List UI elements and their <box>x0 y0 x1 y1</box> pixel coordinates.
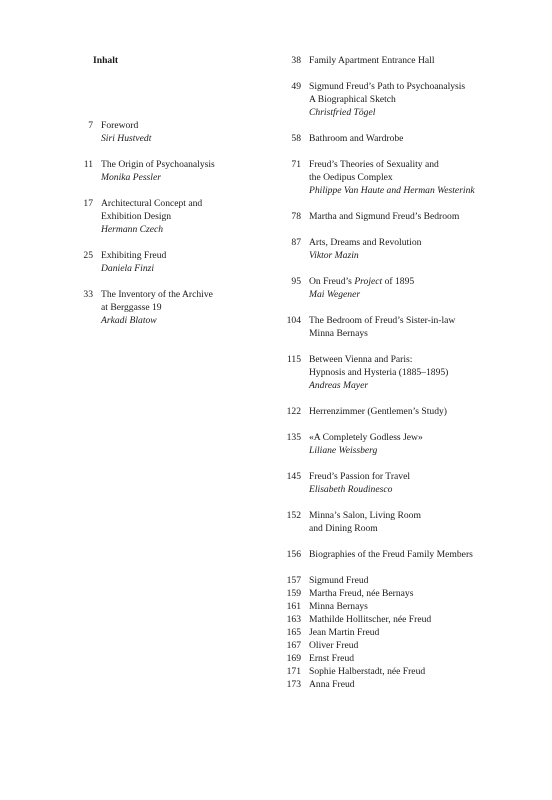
toc-heading: Inhalt <box>93 55 119 66</box>
page-number: 171 <box>286 666 301 677</box>
entry-title: «A Completely Godless Jew» <box>309 432 423 443</box>
toc-entry[interactable] <box>60 158 235 184</box>
toc-entry[interactable] <box>268 210 518 223</box>
entry-title: The Origin of Psychoanalysis <box>101 159 215 170</box>
toc-entry[interactable] <box>60 249 235 275</box>
page-number: 173 <box>286 679 301 690</box>
entry-title: Martha and Sigmund Freud’s Bedroom <box>309 211 460 222</box>
toc-entry[interactable] <box>268 431 518 457</box>
toc-entry[interactable] <box>268 548 518 561</box>
entry-author: Hermann Czech <box>101 224 164 235</box>
page-number: 145 <box>286 471 301 482</box>
entry-author: Arkadi Blatow <box>101 315 157 326</box>
entry-title: The Bedroom of Freud’s Sister-in-law <box>309 315 456 326</box>
toc-entry[interactable] <box>268 509 518 535</box>
toc-entry[interactable] <box>268 80 518 119</box>
toc-entry[interactable] <box>60 288 235 327</box>
page-number: 152 <box>286 510 301 521</box>
toc-entry[interactable] <box>268 405 518 418</box>
entry-title: Freud’s Theories of Sexuality and <box>309 159 439 170</box>
biography-entry[interactable] <box>268 587 518 600</box>
entry-title: Architectural Concept and <box>101 198 203 209</box>
entry-title: at Berggasse 19 <box>101 302 162 313</box>
toc-entry[interactable] <box>268 132 518 145</box>
entry-author: Philippe Van Haute and Herman Westerink <box>309 185 475 196</box>
page-number: 104 <box>286 315 301 326</box>
page-number: 87 <box>291 237 301 248</box>
toc-heading-row <box>60 54 235 67</box>
entry-title: Herrenzimmer (Gentlemen’s Study) <box>309 406 447 417</box>
entry-title: Biographies of the Freud Family Members <box>309 549 473 560</box>
biography-name: Oliver Freud <box>309 640 359 651</box>
page-number: 161 <box>286 601 301 612</box>
toc-entry[interactable] <box>60 119 235 145</box>
entry-title: A Biographical Sketch <box>309 94 396 105</box>
biography-entry[interactable] <box>268 652 518 665</box>
italic-word: Project <box>354 276 383 287</box>
entry-author: Siri Hustvedt <box>101 133 152 144</box>
entry-title: Exhibiting Freud <box>101 250 167 261</box>
page-number: 159 <box>286 588 301 599</box>
toc-right-list <box>268 54 518 561</box>
page-number: 71 <box>291 159 301 170</box>
toc-entry[interactable] <box>268 236 518 262</box>
page-number: 167 <box>286 640 301 651</box>
entry-title: Bathroom and Wardrobe <box>309 133 404 144</box>
entry-title: the Oedipus Complex <box>309 172 393 183</box>
biography-entry[interactable] <box>268 600 518 613</box>
page-number: 135 <box>286 432 301 443</box>
toc-entry[interactable] <box>268 470 518 496</box>
entry-title: On Freud’s Project of 1895 <box>309 276 415 287</box>
page-number: 33 <box>83 289 93 300</box>
entry-title: Foreword <box>101 120 139 131</box>
toc-left-list <box>60 119 235 327</box>
biography-entry[interactable] <box>268 665 518 678</box>
entry-title: Sigmund Freud’s Path to Psychoanalysis <box>309 81 466 92</box>
page-number: 11 <box>83 159 93 170</box>
biography-list <box>268 574 518 691</box>
page-number: 17 <box>83 198 93 209</box>
page-number: 122 <box>286 406 301 417</box>
entry-title: Between Vienna and Paris: <box>309 354 413 365</box>
page-number: 169 <box>286 653 301 664</box>
entry-author: Elisabeth Roudinesco <box>309 484 393 495</box>
toc-entry[interactable] <box>268 54 518 67</box>
page-number: 157 <box>286 575 301 586</box>
page-number: 115 <box>286 354 301 365</box>
page-number: 95 <box>291 276 301 287</box>
entry-title: Freud’s Passion for Travel <box>309 471 411 482</box>
toc-entry[interactable] <box>268 158 518 197</box>
biography-name: Ernst Freud <box>309 653 355 664</box>
entry-title: Hypnosis and Hysteria (1885–1895) <box>309 367 449 378</box>
entry-author: Liliane Weissberg <box>309 445 378 456</box>
entry-title: Exhibition Design <box>101 211 172 222</box>
entry-author: Christfried Tögel <box>309 107 376 118</box>
page-number: 49 <box>291 81 301 92</box>
biography-name: Martha Freud, née Bernays <box>309 588 414 599</box>
entry-title: and Dining Room <box>309 523 378 534</box>
page-number: 58 <box>291 133 301 144</box>
page-number: 165 <box>286 627 301 638</box>
page-number: 78 <box>291 211 301 222</box>
biography-name: Mathilde Hollitscher, née Freud <box>309 614 432 625</box>
biography-name: Sigmund Freud <box>309 575 369 586</box>
entry-title: Minna’s Salon, Living Room <box>309 510 421 521</box>
entry-title: The Inventory of the Archive <box>101 289 213 300</box>
biography-name: Jean Martin Freud <box>309 627 380 638</box>
entry-title: Arts, Dreams and Revolution <box>309 237 422 248</box>
biography-name: Sophie Halberstadt, née Freud <box>309 666 426 677</box>
page-number: 156 <box>286 549 301 560</box>
entry-author: Monika Pessler <box>101 172 161 183</box>
entry-title: Minna Bernays <box>309 328 368 339</box>
toc-right-column <box>268 54 518 691</box>
entry-author: Andreas Mayer <box>309 380 369 391</box>
entry-author: Viktor Mazin <box>309 250 359 261</box>
biography-name: Anna Freud <box>309 679 355 690</box>
page-number: 7 <box>88 120 93 131</box>
toc-entry[interactable] <box>268 275 518 301</box>
toc-entry[interactable] <box>268 314 518 340</box>
entry-author: Daniela Finzi <box>101 263 155 274</box>
entry-title: Family Apartment Entrance Hall <box>309 55 435 66</box>
biography-entry[interactable] <box>268 613 518 626</box>
biography-entry[interactable] <box>268 678 518 691</box>
biography-name: Minna Bernays <box>309 601 368 612</box>
page-number: 25 <box>83 250 93 261</box>
biography-entry[interactable] <box>268 626 518 639</box>
page-number: 163 <box>286 614 301 625</box>
toc-entry[interactable] <box>268 353 518 392</box>
toc-left-column <box>60 54 235 340</box>
entry-author: Mai Wegener <box>309 289 361 300</box>
biography-entry[interactable] <box>268 574 518 587</box>
page-number: 38 <box>291 55 301 66</box>
toc-entry[interactable] <box>60 197 235 236</box>
biography-entry[interactable] <box>268 639 518 652</box>
